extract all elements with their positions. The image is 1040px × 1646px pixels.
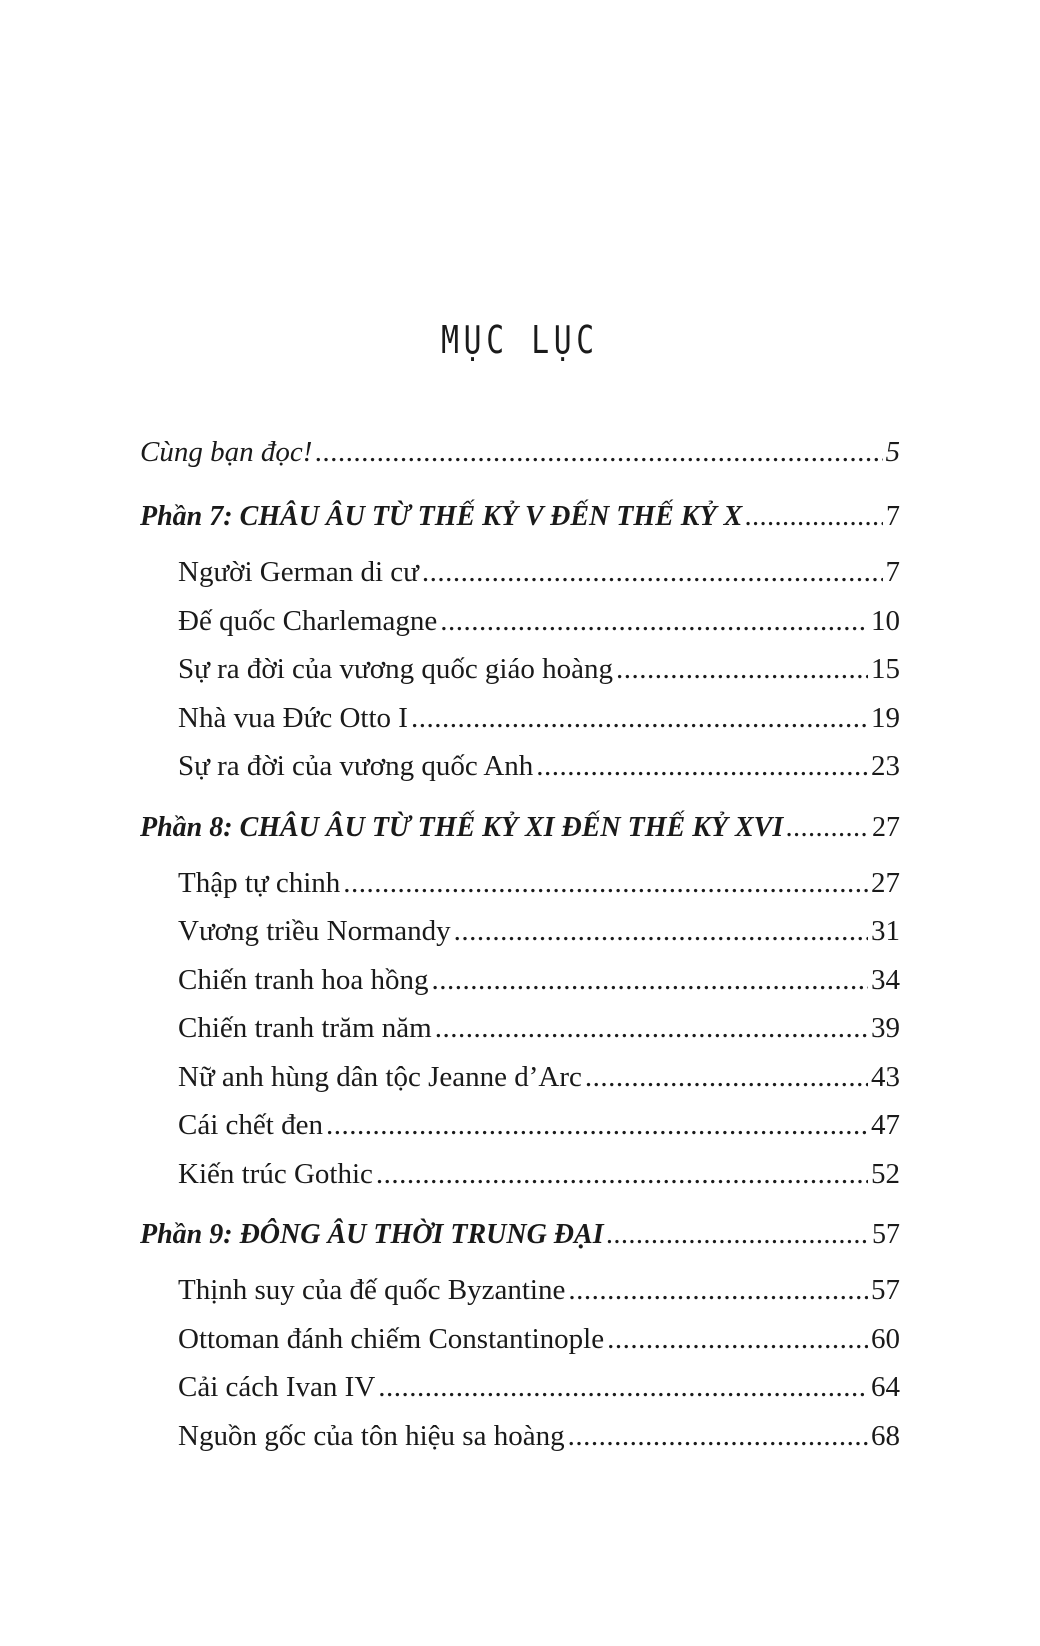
dot-leader bbox=[616, 645, 868, 694]
toc-chapter[interactable] bbox=[140, 1266, 900, 1315]
toc-chapter-page: 57 bbox=[871, 1274, 900, 1306]
dot-leader bbox=[376, 1150, 868, 1199]
dot-leader bbox=[422, 548, 883, 597]
toc-chapter[interactable] bbox=[140, 1004, 900, 1053]
dot-leader bbox=[745, 494, 883, 540]
dot-leader bbox=[585, 1053, 868, 1102]
dot-leader bbox=[378, 1363, 868, 1412]
toc-chapter-page: 23 bbox=[871, 750, 900, 782]
toc-chapter-label: Sự ra đời của vương quốc giáo hoàng bbox=[178, 653, 613, 685]
toc-chapter-page: 7 bbox=[885, 556, 900, 588]
dot-leader bbox=[326, 1101, 868, 1150]
toc-part-page: 7 bbox=[886, 501, 900, 532]
toc-chapter[interactable] bbox=[140, 742, 900, 791]
toc-chapter[interactable] bbox=[140, 859, 900, 908]
dot-leader bbox=[536, 742, 868, 791]
toc-chapter[interactable] bbox=[140, 1150, 900, 1199]
toc-chapter-page: 27 bbox=[871, 866, 900, 899]
dot-leader bbox=[440, 597, 868, 646]
dot-leader bbox=[343, 859, 868, 908]
toc-entry-label: Cùng bạn đọc! bbox=[140, 436, 313, 468]
toc-chapter-page: 52 bbox=[871, 1157, 900, 1190]
dot-leader bbox=[607, 1315, 868, 1364]
dot-leader bbox=[607, 1212, 869, 1258]
toc-chapter-page: 34 bbox=[871, 963, 900, 996]
toc-chapter-label: Kiến trúc Gothic bbox=[178, 1157, 373, 1190]
toc-chapter[interactable] bbox=[140, 1412, 900, 1461]
toc-chapter-page: 64 bbox=[871, 1371, 900, 1403]
toc-entry-intro[interactable] bbox=[140, 430, 900, 474]
toc-part-7[interactable] bbox=[140, 494, 900, 540]
toc-chapter-label: Cải cách Ivan IV bbox=[178, 1371, 376, 1403]
dot-leader bbox=[435, 1004, 868, 1053]
toc-chapter[interactable] bbox=[140, 956, 900, 1005]
dot-leader bbox=[315, 430, 882, 474]
toc-part-page: 57 bbox=[872, 1219, 900, 1250]
toc-part-8[interactable] bbox=[140, 805, 900, 851]
toc-chapter[interactable] bbox=[140, 1315, 900, 1364]
dot-leader bbox=[568, 1412, 868, 1461]
toc-chapter[interactable] bbox=[140, 597, 900, 646]
toc-list bbox=[140, 430, 900, 1460]
toc-chapter[interactable] bbox=[140, 1363, 900, 1412]
toc-chapter-page: 31 bbox=[871, 915, 900, 947]
dot-leader bbox=[411, 694, 868, 743]
toc-chapter-page: 15 bbox=[871, 653, 900, 685]
dot-leader bbox=[454, 907, 868, 956]
dot-leader bbox=[568, 1266, 868, 1315]
toc-chapter-label: Nhà vua Đức Otto I bbox=[178, 701, 408, 734]
toc-entry-page: 5 bbox=[885, 436, 900, 468]
toc-chapter-label: Cái chết đen bbox=[178, 1109, 323, 1141]
toc-chapter[interactable] bbox=[140, 907, 900, 956]
toc-chapter-label: Đế quốc Charlemagne bbox=[178, 604, 438, 637]
toc-chapter[interactable] bbox=[140, 1101, 900, 1150]
toc-chapter-page: 68 bbox=[871, 1419, 900, 1452]
toc-part-label: Phần 9: ĐÔNG ÂU THỜI TRUNG ĐẠI bbox=[140, 1219, 604, 1250]
toc-chapter-label: Người German di cư bbox=[178, 556, 419, 588]
toc-chapter-page: 43 bbox=[871, 1060, 900, 1093]
toc-chapter-page: 47 bbox=[871, 1109, 900, 1141]
page-title: MỤC LỤC bbox=[441, 318, 599, 362]
toc-part-label: Phần 7: CHÂU ÂU TỪ THẾ KỶ V ĐẾN THẾ KỶ X bbox=[140, 501, 743, 532]
toc-chapter-label: Ottoman đánh chiếm Constantinople bbox=[178, 1322, 605, 1355]
toc-chapter-page: 60 bbox=[871, 1322, 900, 1355]
dot-leader bbox=[786, 805, 869, 851]
toc-chapter-page: 19 bbox=[871, 701, 900, 734]
toc-chapter-page: 39 bbox=[871, 1012, 900, 1044]
toc-chapter-label: Chiến tranh hoa hồng bbox=[178, 963, 429, 996]
dot-leader bbox=[431, 956, 868, 1005]
toc-part-9[interactable] bbox=[140, 1212, 900, 1258]
toc-chapter-page: 10 bbox=[871, 604, 900, 637]
toc-chapter[interactable] bbox=[140, 548, 900, 597]
toc-part-page: 27 bbox=[872, 811, 900, 843]
toc-chapter-label: Sự ra đời của vương quốc Anh bbox=[178, 750, 534, 782]
toc-chapter-label: Thịnh suy của đế quốc Byzantine bbox=[178, 1274, 566, 1306]
toc-chapter-label: Chiến tranh trăm năm bbox=[178, 1012, 432, 1044]
toc-chapter-label: Vương triều Normandy bbox=[178, 915, 451, 947]
toc-chapter-label: Thập tự chinh bbox=[178, 866, 341, 899]
toc-chapter[interactable] bbox=[140, 1053, 900, 1102]
toc-chapter-label: Nữ anh hùng dân tộc Jeanne d’Arc bbox=[178, 1060, 582, 1093]
toc-chapter[interactable] bbox=[140, 694, 900, 743]
toc-chapter[interactable] bbox=[140, 645, 900, 694]
toc-part-label: Phần 8: CHÂU ÂU TỪ THẾ KỶ XI ĐẾN THẾ KỶ XVI bbox=[140, 811, 784, 843]
toc-chapter-label: Nguồn gốc của tôn hiệu sa hoàng bbox=[178, 1419, 565, 1452]
